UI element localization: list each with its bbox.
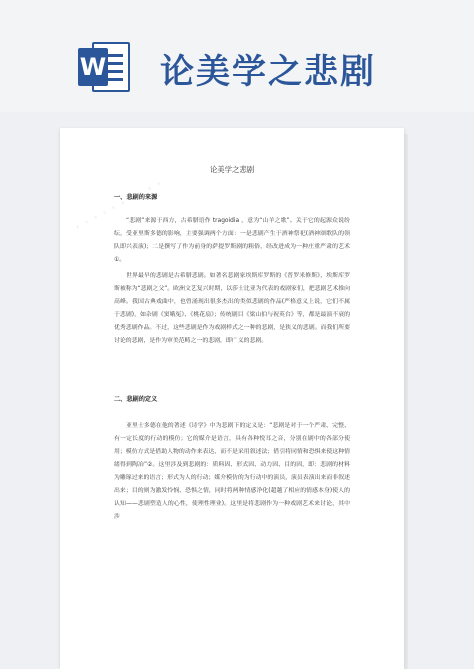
section-heading: 二、悲剧的定义 [114,396,158,403]
paragraph: 世界最早的悲剧是古希腊悲剧。如著名悲剧家埃斯库罗斯的《普罗米修斯》，埃斯库罗斯被称为“悲剧之父”。欧洲文艺复兴时期，以莎士比亚为代表的戏剧家们，把悲剧艺术推向高峰。我国古典戏曲中，也曾涌现出很多杰出的类似悲剧的作品(严格意义上说，它们不属于悲剧)，如杂剧《窦娥冤》、《桃花扇》；传统剧目《梁山伯与祝英台》等，都是最演不衰的优秀悲剧作品。不过，这些悲剧是作为戏剧样式之一种的悲剧，是狭义的悲剧。而我们所要讨论的悲剧，是作为审美范畴之一的悲剧，即广义的悲剧。 [114,273,350,344]
paragraph: 亚里士多德在他的著述《诗学》中为悲剧下的定义是：“悲剧是对于一个严肃、完整、有一定长度的行动的模仿；它的媒介是语言，具有各种悦耳之音，分别在剧中的各部分使用；模仿方式是借助人物的动作来表达，而不是采用叙述法；借引将同情和恐惧来使这种情绪得到陶冶”②。这里涉及到悲剧的：质料因、形式因、动力因、目的因，即：悲剧的材料为雕琢过来的语言；形式为人的行动；媒介模仿的为行动中的演员，演员表演出来而非叙述出来；目的则为激发怜悯、恐惧之情，同时将两种情感净化(超越了相应的情感本身)使人的认知——悲剧塑造人的心性，使理性理业)。这里是将悲剧作为一种戏剧艺术来讨论，其中涉 [114,423,350,520]
word-badge: W [78,48,108,86]
document-title: 论美学之悲剧 [209,165,255,174]
paragraph: “悲剧”来源于西方，古希腊语作 tragoidia ，意为“山羊之歌”。关于它的起源众说纷纭，受亚里斯多德的影响，主要强调两个方面：一是悲剧产生于酒神祭祀(酒神颂歌队的领队即兴表演)；二是撰写了作为前身的萨提罗斯剧的粗俗，经改进成为一种庄重严肃的艺术①。 [114,218,350,263]
section-heading: 一、悲剧的来源 [114,194,158,201]
word-icon [78,40,132,94]
document-page [60,128,404,669]
banner-title: 论美学之悲剧 [160,52,376,92]
header-banner [0,0,474,112]
